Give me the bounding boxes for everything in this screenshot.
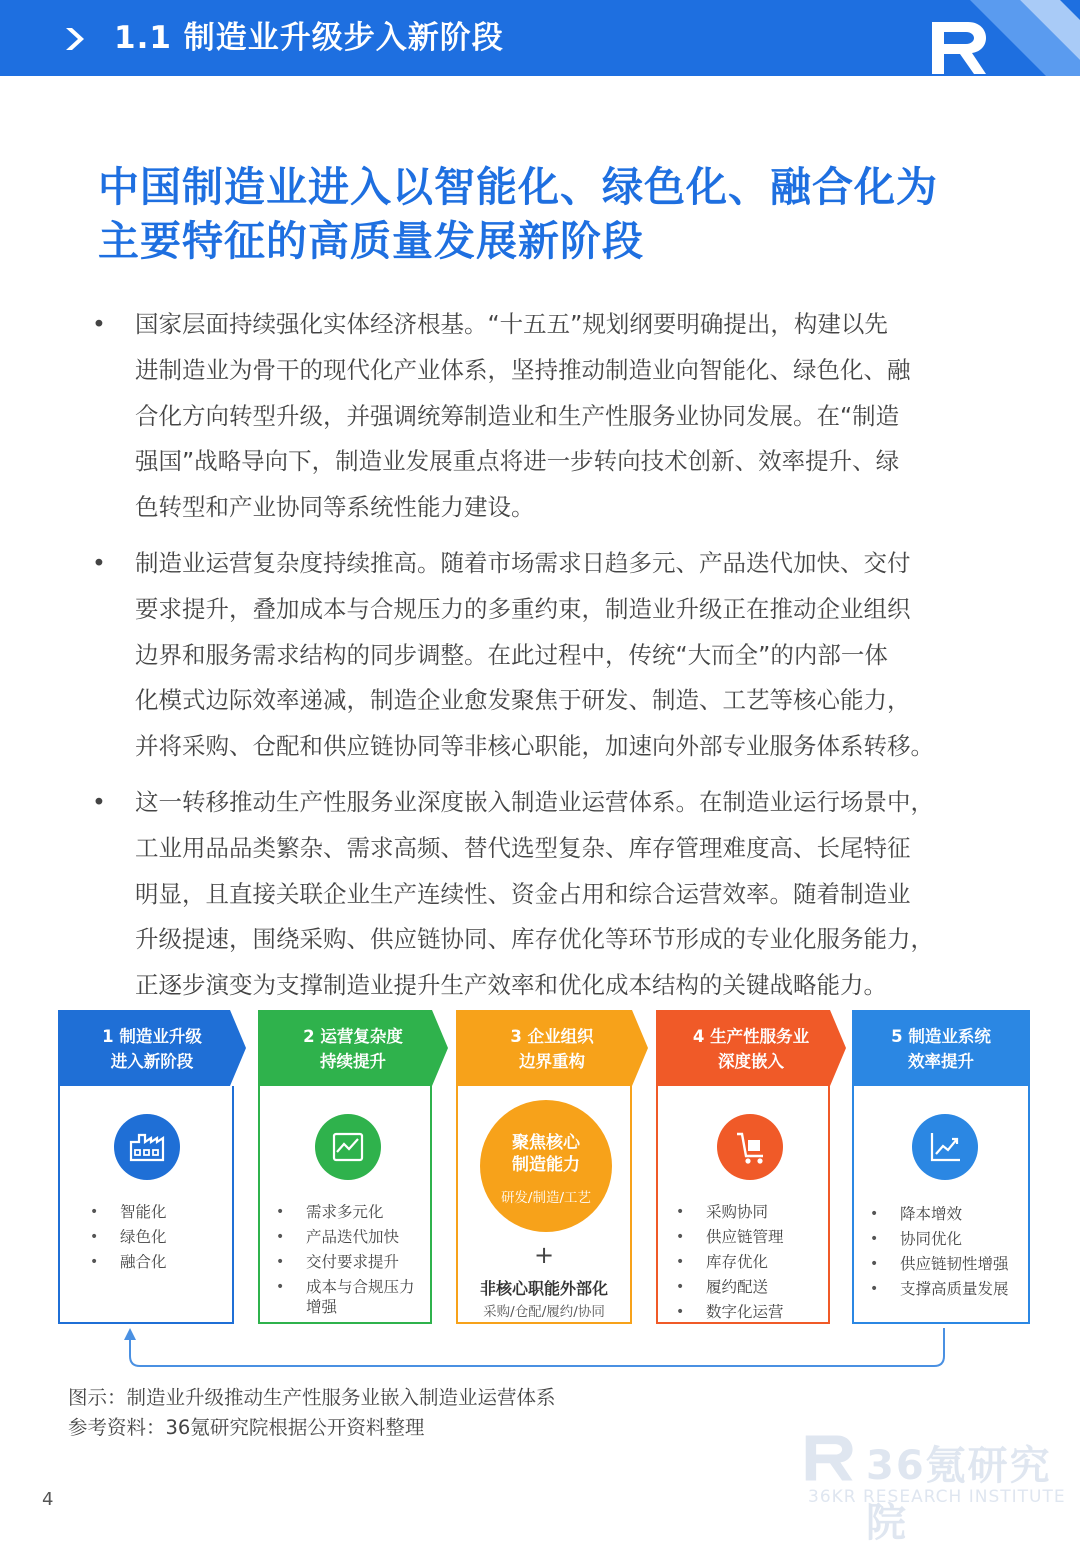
paragraph-line: 这一转移推动生产性服务业深度嵌入制造业运营体系。在制造业运行场景中，	[135, 788, 934, 816]
cart-box-icon	[717, 1114, 783, 1180]
list-item: • 融合化	[80, 1250, 167, 1275]
core-title: 制造能力	[512, 1155, 580, 1175]
list-item: • 协同优化	[860, 1227, 1009, 1252]
stage-card-2	[258, 1010, 448, 1328]
paragraph-line: 合化方向转型升级，并强调统筹制造业和生产性服务业协同发展。在“制造	[135, 401, 900, 430]
list-item: • 数字化运营	[666, 1300, 784, 1325]
paragraph-line: 明显，且直接关联企业生产连续性、资金占用和综合运营效率。随着制造业	[135, 879, 911, 908]
list-item: • 库存优化	[666, 1250, 784, 1275]
factory-icon	[114, 1114, 180, 1180]
stage-title: 4 生产性服务业	[692, 1027, 810, 1046]
headline-line: 中国制造业进入以智能化、绿色化、融合化为	[98, 163, 938, 211]
chart-frame-icon	[315, 1114, 381, 1180]
header-bar	[0, 0, 1080, 76]
focus-circle	[480, 1100, 612, 1232]
paragraph-line: 工业用品品类繁杂、需求高频、替代选型复杂、库存管理难度高、长尾特征	[135, 833, 911, 862]
paragraph-line: 正逐步演变为支撑制造业提升生产效率和优化成本结构的关键战略能力。	[135, 971, 887, 1000]
outsource-subtitle: 采购/仓配/履约/协同	[483, 1304, 605, 1320]
watermark-subtitle: 36KR RESEARCH INSTITUTE	[808, 1487, 1066, 1507]
stage-header	[656, 1010, 846, 1086]
stage-subtitle: 持续提升	[320, 1052, 386, 1071]
chevron-right-icon	[62, 26, 88, 52]
page-number: 4	[42, 1489, 54, 1510]
stage-card-4	[656, 1010, 846, 1328]
paragraph-line: 进制造业为骨干的现代化产业体系，坚持推动制造业向智能化、绿色化、融	[135, 355, 911, 384]
figure-caption	[68, 1383, 556, 1443]
paragraph-line: 升级提速，围绕采购、供应链协同、库存优化等环节形成的专业化服务能力，	[135, 925, 934, 954]
bullet-marker: •	[92, 549, 106, 577]
source-line: 参考资料：36氪研究院根据公开资料整理	[68, 1416, 425, 1439]
stage-header	[258, 1010, 448, 1086]
stage-subtitle: 边界重构	[519, 1052, 585, 1071]
stage-title: 1 制造业升级	[102, 1027, 202, 1046]
bullet-marker: •	[92, 788, 106, 816]
list-item: 增强	[306, 1298, 338, 1316]
stage-card-5	[852, 1010, 1030, 1328]
caption-line: 图示：制造业升级推动生产性服务业嵌入制造业运营体系	[68, 1386, 556, 1409]
stage-body	[456, 1086, 632, 1324]
stage-header	[852, 1010, 1030, 1086]
watermark-logo-icon	[804, 1433, 856, 1483]
stage-title: 2 运营复杂度	[303, 1027, 403, 1046]
list-item: • 绿色化	[80, 1225, 167, 1250]
stage-header	[456, 1010, 648, 1086]
stage-body	[258, 1086, 432, 1324]
paragraph-line: 制造业运营复杂度持续推高。随着市场需求日趋多元、产品迭代加快、交付	[135, 549, 911, 577]
stage-card-3	[456, 1010, 648, 1328]
paragraph-line: 化模式边际效率递减，制造企业愈发聚焦于研发、制造、工艺等核心能力，	[135, 686, 911, 715]
stage-subtitle: 进入新阶段	[110, 1052, 194, 1071]
paragraph-line: 色转型和产业协同等系统性能力建设。	[135, 493, 535, 522]
list-item: • 降本增效	[860, 1202, 1009, 1227]
core-title: 聚焦核心	[512, 1133, 580, 1153]
paragraph-line: 并将采购、仓配和供应链协同等非核心职能，加速向外部专业服务体系转移。	[135, 732, 934, 761]
stage-title: 5 制造业系统	[891, 1027, 991, 1046]
outsource-title: 非核心职能外部化	[479, 1279, 608, 1298]
paragraph-line: 边界和服务需求结构的同步调整。在此过程中，传统“大而全”的内部一体	[135, 640, 888, 669]
stage-card-1	[58, 1010, 246, 1328]
list-item: • 履约配送	[666, 1275, 784, 1300]
core-subtitle: 研发/制造/工艺	[500, 1190, 592, 1206]
list-item: • 成本与合规压力	[266, 1275, 415, 1300]
list-item: • 采购协同	[666, 1200, 784, 1225]
headline-line: 主要特征的高质量发展新阶段	[98, 217, 644, 265]
paragraph-line: 强国”战略导向下，制造业发展重点将进一步转向技术创新、效率提升、绿	[135, 447, 900, 476]
list-item: • 智能化	[80, 1200, 167, 1225]
36kr-logo-icon	[930, 20, 990, 76]
bullet-marker: •	[92, 310, 106, 338]
stage-subtitle: 效率提升	[908, 1052, 974, 1071]
paragraph-line: 要求提升，叠加成本与合规压力的多重约束，制造业升级正在推动企业组织	[135, 594, 911, 623]
section-title: 1.1 制造业升级步入新阶段	[114, 20, 504, 56]
list-item: • 供应链韧性增强	[860, 1252, 1009, 1277]
list-item: • 产品迭代加快	[266, 1225, 415, 1250]
plus-sign: +	[533, 1241, 555, 1269]
stage-title: 3 企业组织	[510, 1027, 594, 1046]
stage-body	[656, 1086, 830, 1324]
list-item: • 供应链管理	[666, 1225, 784, 1250]
paragraph-line: 国家层面持续强化实体经济根基。“十五五”规划纲要明确提出，构建以先	[135, 310, 888, 338]
growth-chart-icon	[912, 1114, 978, 1180]
main-headline	[98, 160, 1018, 268]
list-item: • 交付要求提升	[266, 1250, 415, 1275]
list-item: • 需求多元化	[266, 1200, 415, 1225]
stage-header	[58, 1010, 246, 1086]
stage-body	[852, 1086, 1030, 1324]
list-item: • 支撑高质量发展	[860, 1277, 1009, 1302]
stage-body	[58, 1086, 234, 1324]
watermark-name: 36氪研究院	[866, 1443, 1052, 1546]
stage-subtitle: 深度嵌入	[718, 1052, 784, 1071]
